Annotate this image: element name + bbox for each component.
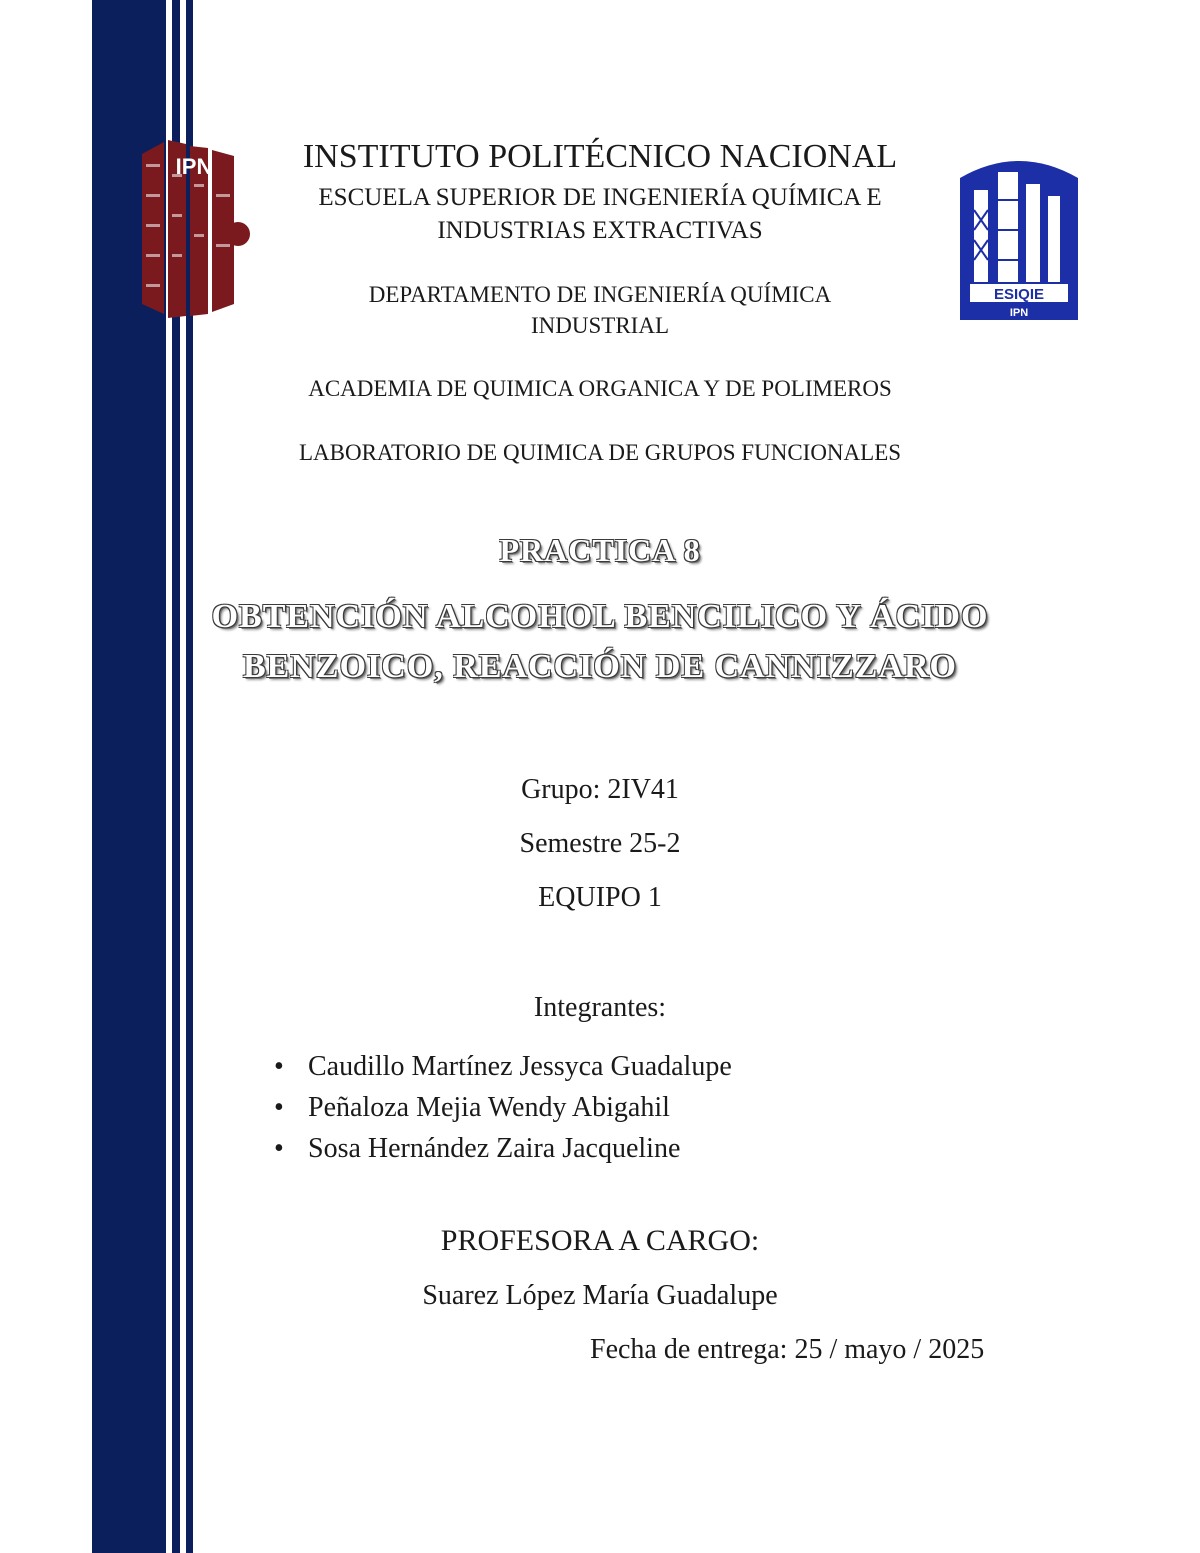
- delivery-date: Fecha de entrega: 25 / mayo / 2025: [590, 1334, 985, 1365]
- team-label: EQUIPO 1: [538, 882, 662, 913]
- ipn-logo-text: IPN: [175, 154, 213, 179]
- esiqie-logo-subtext: IPN: [1009, 307, 1029, 319]
- department-line2: INDUSTRIAL: [531, 313, 669, 338]
- school-name-line1: ESCUELA SUPERIOR DE INGENIERÍA QUÍMICA E: [318, 184, 882, 211]
- professor-name: Suarez López María Guadalupe: [422, 1280, 778, 1311]
- esiqie-logo-text: ESIQIE: [993, 286, 1045, 303]
- members-heading: Integrantes:: [533, 992, 667, 1023]
- academy-name: ACADEMIA DE QUIMICA ORGANICA Y DE POLIMEROS: [308, 376, 892, 401]
- group-label: Grupo: 2IV41: [521, 774, 679, 805]
- practice-title-line1: OBTENCIÓN ALCOHOL BENCILICO Y ÁCIDO: [211, 598, 989, 635]
- member-item: • Caudillo Martínez Jessyca Guadalupe: [272, 1046, 732, 1087]
- institute-name: INSTITUTO POLITÉCNICO NACIONAL: [302, 138, 898, 175]
- member-item: • Sosa Hernández Zaira Jacqueline: [272, 1128, 732, 1169]
- semester-label: Semestre 25-2: [519, 828, 681, 859]
- practice-title-line2: BENZOICO, REACCIÓN DE CANNIZZARO: [243, 648, 957, 685]
- department-line1: DEPARTAMENTO DE INGENIERÍA QUÍMICA: [368, 282, 832, 307]
- professor-label: PROFESORA A CARGO:: [440, 1224, 760, 1257]
- practice-number: PRACTICA 8: [499, 532, 701, 568]
- school-name-line2: INDUSTRIAS EXTRACTIVAS: [437, 217, 763, 244]
- laboratory-name: LABORATORIO DE QUIMICA DE GRUPOS FUNCIONALES: [298, 440, 902, 465]
- member-item: • Peñaloza Mejia Wendy Abigahil: [272, 1087, 732, 1128]
- members-list: [272, 1046, 732, 1169]
